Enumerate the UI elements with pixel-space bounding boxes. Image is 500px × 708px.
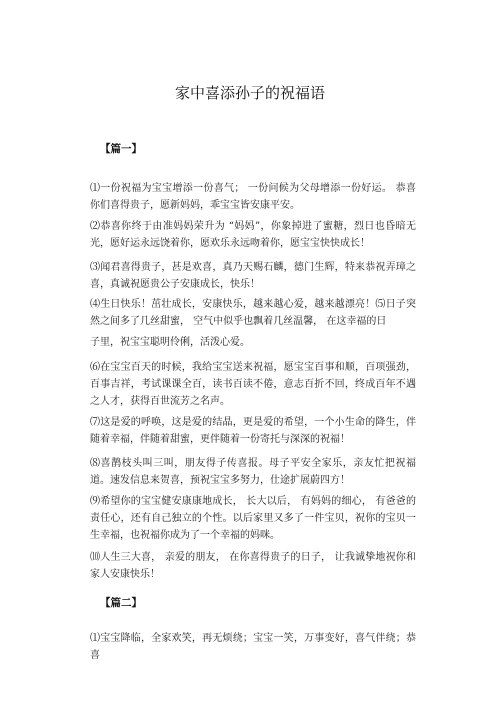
paragraph-4-continued: 子里，祝宝宝聪明伶俐，活泼心爱。 bbox=[90, 337, 250, 348]
paragraph-10: ⑴宝宝降临，全家欢笑，再无烦绕；宝宝一笑，万事变好，喜气伴绕；恭喜 bbox=[90, 633, 416, 661]
section-label-1: 【篇一】 bbox=[100, 143, 142, 155]
paragraph-4: ⑷生日快乐！茁壮成长，安康快乐，越来越心爱，越来越漂亮！⑸日子突然之间多了几丝甜蜜， 空气中似乎也飘着几丝温馨， 在这幸福的日 bbox=[90, 299, 416, 327]
section-label-2: 【篇二】 bbox=[100, 597, 142, 609]
paragraph-7: ⑻喜鹊枝头叫三叫，朋友得子传喜报。母子平安全家乐，亲友忙把祝福道。速发信息来贺喜，预祝宝宝多努力，仕途扩展蔚四方！ bbox=[90, 458, 416, 486]
paragraph-5: ⑹在宝宝百天的时候，我给宝宝送来祝福，愿宝宝百事和顺，百项强劲，百事吉祥，考试课课全百，读书百读不倦，意志百折不回，终成百年不遇之人才，获得百世流芳之名声。 bbox=[90, 362, 416, 407]
paragraph-8: ⑼希望你的宝宝健安康康地成长， 长大以后， 有妈妈的细心， 有爸爸的责任心，还有自己独立的个性。以后家里又多了一件宝贝，祝你的宝贝一生幸福，也祝福你成为了一个幸福的妈咪。 bbox=[90, 496, 416, 541]
paragraph-2: ⑵恭喜你终于由准妈妈荣升为 “妈妈”，你象掉进了蜜糖，烈日也昏暗无光，愿好运永远饶着你，愿欢乐永远吻着你，愿宝宝快快成长！ bbox=[90, 221, 416, 249]
document-title: 家中喜添孙子的祝福语 bbox=[174, 84, 325, 102]
paragraph-9: ⑽人生三大喜， 亲爱的朋友， 在你喜得贵子的日子， 让我诚挚地祝你和家人安康快乐！ bbox=[90, 552, 416, 580]
paragraph-3: ⑶闻君喜得贵子，甚是欢喜，真乃天赐石麟，德门生辉，特来恭祝弄璋之喜，真诚祝愿贵公子安康成长，快乐！ bbox=[90, 262, 416, 290]
paragraph-1: ⑴一份祝福为宝宝增添一份喜气； 一份问候为父母增添一份好运。 恭喜你们喜得贵子，愿新妈妈，乖宝宝皆安康平安。 bbox=[90, 183, 416, 211]
paragraph-6: ⑺这是爱的呼唤，这是爱的结晶，更是爱的希望，一个小生命的降生，伴随着幸福，伴随着甜蜜，更伴随着一份寄托与深深的祝福！ bbox=[90, 417, 416, 445]
